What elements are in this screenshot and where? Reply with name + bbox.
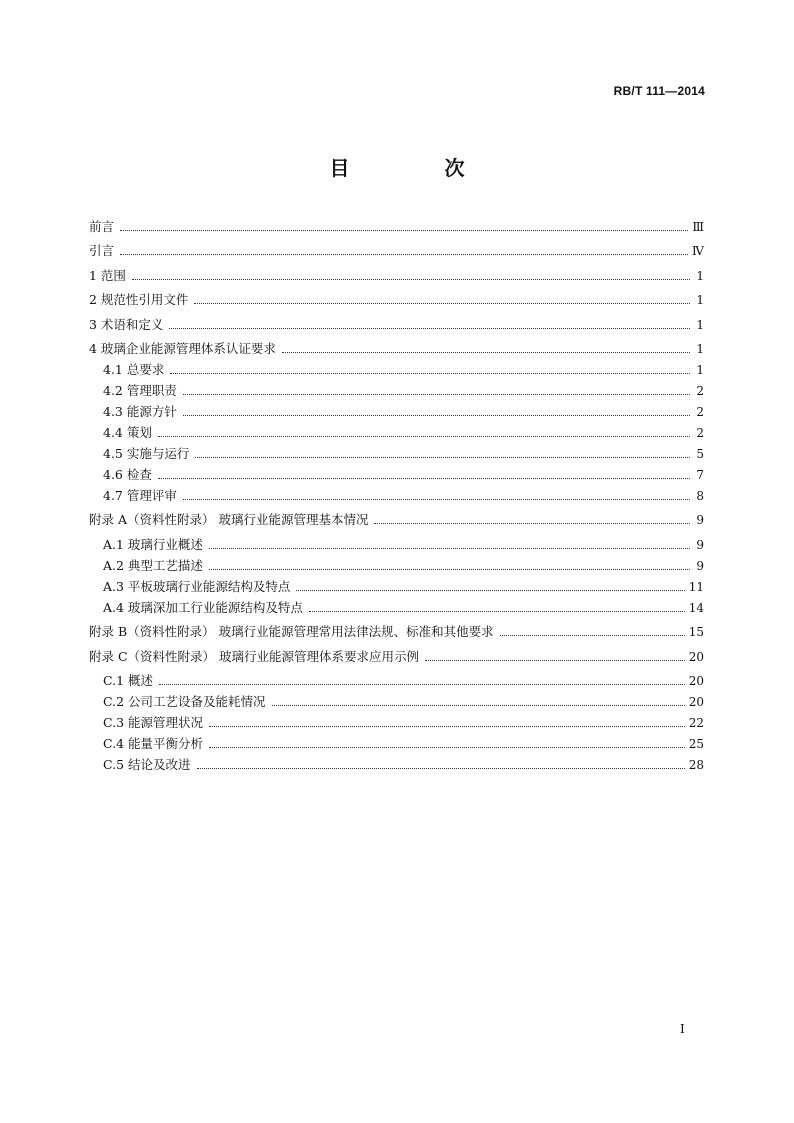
toc-entry-section-4-2[interactable] bbox=[89, 380, 704, 401]
toc-entry-label: A.1 玻璃行业概述 bbox=[103, 536, 203, 552]
toc-entry-page: 1 bbox=[696, 268, 704, 283]
dot-leader bbox=[209, 548, 690, 549]
toc-entry-label: 4.3 能源方针 bbox=[103, 403, 177, 419]
toc-entry-page: 14 bbox=[688, 600, 704, 615]
toc-entry-label: 引言 bbox=[89, 243, 115, 259]
toc-entry-label: 4.1 总要求 bbox=[103, 361, 165, 377]
toc-entry-page: 2 bbox=[696, 383, 704, 398]
toc-entry-label: A.2 典型工艺描述 bbox=[103, 557, 203, 573]
toc-entry-section-4-4[interactable] bbox=[89, 422, 704, 443]
toc-entry-label: 4.4 策划 bbox=[103, 424, 152, 440]
toc-entry-page: 1 bbox=[696, 317, 704, 332]
toc-entry-page: 25 bbox=[688, 736, 704, 751]
dot-leader bbox=[132, 279, 690, 280]
toc-entry-page: 9 bbox=[696, 513, 704, 528]
dot-leader bbox=[195, 457, 690, 458]
dot-leader bbox=[183, 394, 690, 395]
toc-entry-label: 2 规范性引用文件 bbox=[89, 292, 189, 308]
toc-entry-page: 8 bbox=[696, 488, 704, 503]
dot-leader bbox=[209, 726, 685, 727]
toc-entry-annex-c-5[interactable] bbox=[89, 754, 704, 775]
toc-entry-label: 前言 bbox=[89, 219, 115, 234]
toc-entry-annex-c[interactable] bbox=[89, 646, 704, 667]
toc-entry-page: 2 bbox=[696, 404, 704, 419]
toc-entry-label: 附录 B（资料性附录） 玻璃行业能源管理常用法律法规、标准和其他要求 bbox=[89, 624, 494, 640]
dot-leader bbox=[272, 705, 685, 706]
toc-entry-label: 附录 C（资料性附录） 玻璃行业能源管理体系要求应用示例 bbox=[89, 648, 420, 664]
toc-entry-label: 附录 A（资料性附录） 玻璃行业能源管理基本情况 bbox=[89, 512, 369, 528]
toc-entry-annex-b[interactable] bbox=[89, 621, 704, 642]
toc-entry-annex-c-2[interactable] bbox=[89, 691, 704, 712]
toc-entry-label: C.2 公司工艺设备及能耗情况 bbox=[103, 693, 266, 709]
toc-entry-introduction[interactable] bbox=[89, 240, 704, 261]
toc-entry-page: Ⅳ bbox=[692, 244, 704, 259]
dot-leader bbox=[209, 747, 685, 748]
toc-entry-section-4-5[interactable] bbox=[89, 443, 704, 464]
toc-entry-label: 4.5 实施与运行 bbox=[103, 445, 190, 461]
toc-entry-section-3[interactable] bbox=[89, 314, 704, 335]
toc-entry-section-4-7[interactable] bbox=[89, 485, 704, 506]
toc-entry-label: 1 范围 bbox=[89, 267, 126, 283]
toc-entry-page: 15 bbox=[688, 625, 704, 640]
toc-entry-label: 4.2 管理职责 bbox=[103, 382, 177, 398]
dot-leader bbox=[158, 436, 690, 437]
page-number: I bbox=[680, 1022, 685, 1036]
toc-entry-page: 1 bbox=[696, 362, 704, 377]
toc-entry-annex-a-1[interactable] bbox=[89, 534, 704, 555]
toc-entry-section-2[interactable] bbox=[89, 289, 704, 310]
toc-entry-page: 9 bbox=[696, 537, 704, 552]
dot-leader bbox=[159, 684, 685, 685]
toc-entry-label: A.4 玻璃深加工行业能源结构及特点 bbox=[103, 599, 303, 615]
toc-entry-annex-a-2[interactable] bbox=[89, 555, 704, 576]
dot-leader bbox=[194, 303, 690, 304]
dot-leader bbox=[170, 373, 690, 374]
toc-entry-page: 1 bbox=[696, 341, 704, 356]
toc-entry-annex-a-3[interactable] bbox=[89, 576, 704, 597]
toc-entry-label: C.1 概述 bbox=[103, 672, 154, 688]
table-of-contents bbox=[89, 216, 704, 775]
page-title: 目 次 bbox=[329, 156, 509, 180]
dot-leader bbox=[183, 499, 690, 500]
dot-leader bbox=[183, 415, 690, 416]
toc-entry-page: 5 bbox=[696, 446, 704, 461]
toc-entry-section-4-6[interactable] bbox=[89, 464, 704, 485]
toc-entry-label: C.3 能源管理状况 bbox=[103, 714, 204, 730]
toc-entry-label: C.5 结论及改进 bbox=[103, 756, 191, 772]
toc-entry-section-4-3[interactable] bbox=[89, 401, 704, 422]
toc-entry-section-4[interactable] bbox=[89, 338, 704, 359]
toc-entry-annex-c-4[interactable] bbox=[89, 733, 704, 754]
dot-leader bbox=[309, 611, 685, 612]
dot-leader bbox=[158, 478, 690, 479]
toc-entry-label: 4 玻璃企业能源管理体系认证要求 bbox=[89, 340, 276, 356]
toc-entry-label: 4.7 管理评审 bbox=[103, 487, 177, 503]
dot-leader bbox=[197, 768, 685, 769]
dot-leader bbox=[374, 523, 690, 524]
toc-entry-page: Ⅲ bbox=[692, 220, 704, 234]
toc-entry-page: 7 bbox=[696, 467, 704, 482]
toc-entry-foreword[interactable] bbox=[89, 216, 704, 237]
toc-entry-section-1[interactable] bbox=[89, 265, 704, 286]
dot-leader bbox=[425, 660, 685, 661]
toc-entry-annex-c-1[interactable] bbox=[89, 670, 704, 691]
dot-leader bbox=[296, 590, 684, 591]
toc-entry-page: 20 bbox=[688, 673, 704, 688]
toc-entry-label: C.4 能量平衡分析 bbox=[103, 735, 204, 751]
toc-entry-page: 20 bbox=[688, 649, 704, 664]
toc-entry-page: 2 bbox=[696, 425, 704, 440]
toc-entry-section-4-1[interactable] bbox=[89, 359, 704, 380]
dot-leader bbox=[209, 569, 690, 570]
toc-entry-page: 22 bbox=[688, 715, 704, 730]
dot-leader bbox=[169, 328, 690, 329]
toc-entry-page: 1 bbox=[696, 293, 704, 308]
toc-entry-label: 4.6 检查 bbox=[103, 466, 152, 482]
dot-leader bbox=[120, 254, 688, 255]
toc-entry-label: A.3 平板玻璃行业能源结构及特点 bbox=[103, 578, 291, 594]
standard-number: RB/T 111—2014 bbox=[613, 84, 705, 98]
dot-leader bbox=[282, 352, 690, 353]
dot-leader bbox=[120, 230, 688, 231]
toc-entry-annex-a[interactable] bbox=[89, 509, 704, 530]
toc-entry-page: 11 bbox=[688, 579, 704, 594]
toc-entry-annex-c-3[interactable] bbox=[89, 712, 704, 733]
toc-entry-annex-a-4[interactable] bbox=[89, 597, 704, 618]
toc-entry-page: 20 bbox=[688, 694, 704, 709]
toc-entry-label: 3 术语和定义 bbox=[89, 316, 164, 332]
toc-entry-page: 9 bbox=[696, 558, 704, 573]
toc-entry-page: 28 bbox=[688, 757, 704, 772]
dot-leader bbox=[500, 635, 685, 636]
